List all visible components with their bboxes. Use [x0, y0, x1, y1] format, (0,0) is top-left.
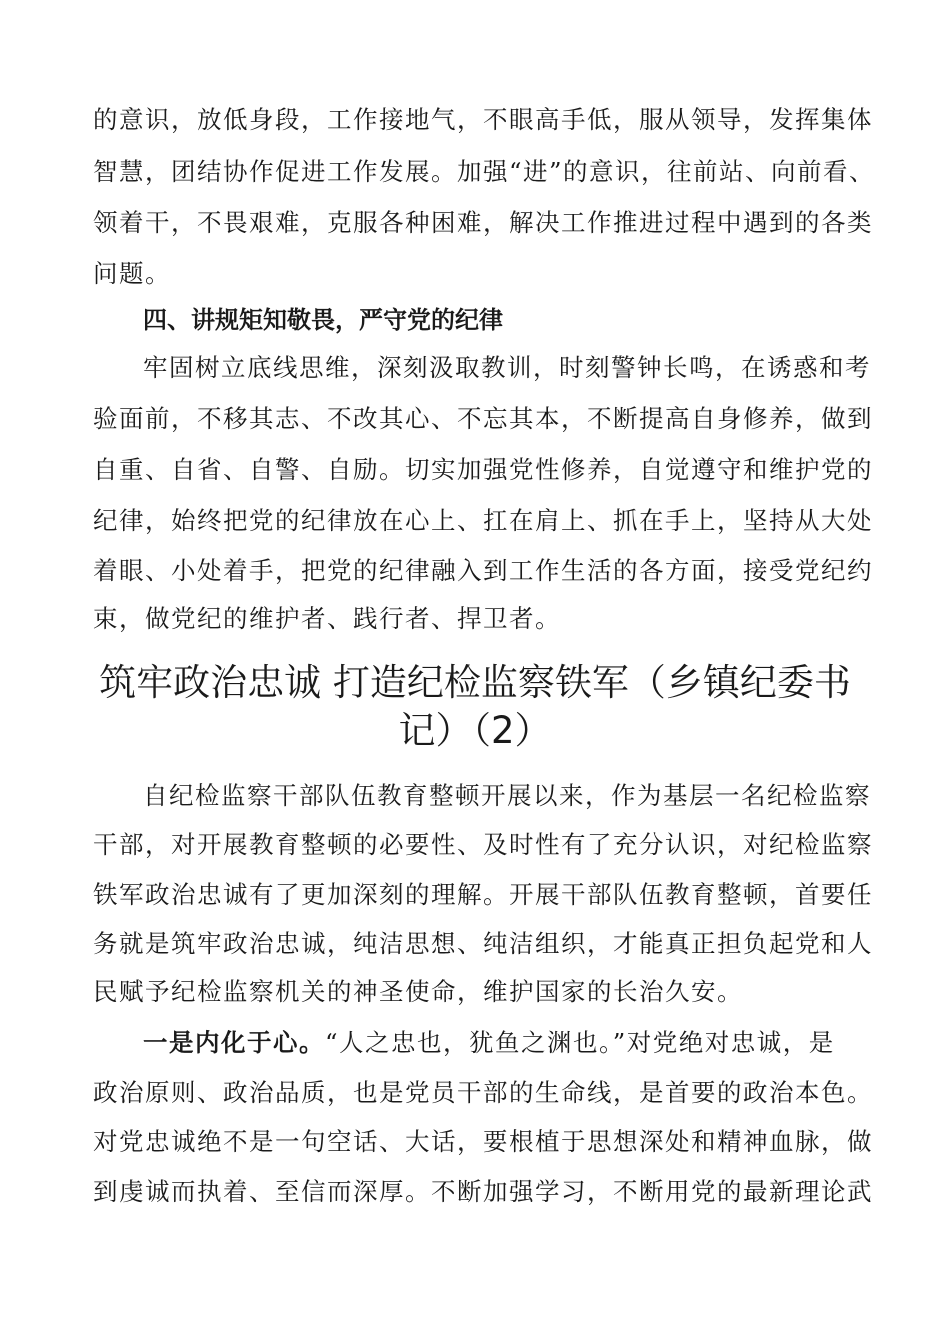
paragraph-line: 干部，对开展教育整顿的必要性、及时性有了充分认识，对纪检监察: [93, 830, 873, 859]
paragraph-line: 着眼、小处着手，把党的纪律融入到工作生活的各方面，接受党纪约: [93, 556, 873, 585]
paragraph-line: 领着干，不畏艰难，克服各种困难，解决工作推进过程中遇到的各类: [93, 208, 873, 237]
paragraph-line: 务就是筑牢政治忠诚，纯洁思想、纯洁组织，才能真正担负起党和人: [93, 929, 873, 958]
paragraph-line: 民赋予纪检监察机关的神圣使命，维护国家的长治久安。: [93, 977, 743, 1006]
point-lead: 一是内化于心。: [143, 1028, 325, 1057]
paragraph-line: 对党忠诚绝不是一句空话、大话，要根植于思想深处和精神血脉，做: [93, 1127, 873, 1156]
paragraph-line: 自纪检监察干部队伍教育整顿开展以来，作为基层一名纪检监察: [143, 781, 871, 810]
paragraph-line: 束，做党纪的维护者、践行者、捍卫者。: [93, 604, 561, 633]
paragraph-line: 铁军政治忠诚有了更加深刻的理解。开展干部队伍教育整顿，首要任: [93, 880, 873, 909]
paragraph-line: [143, 1027, 933, 1059]
paragraph-line: 问题。: [93, 259, 171, 288]
paragraph-line: 政治原则、政治品质，也是党员干部的生命线，是首要的政治本色。: [93, 1078, 873, 1107]
paragraph-line: 验面前，不移其志、不改其心、不忘其本，不断提高自身修养，做到: [93, 404, 873, 433]
paragraph-line: 智慧，团结协作促进工作发展。加强“进”的意识，往前站、向前看、: [93, 157, 876, 186]
paragraph-line: 自重、自省、自警、自励。切实加强党性修养，自觉遵守和维护党的: [93, 455, 873, 484]
paragraph-line: 纪律，始终把党的纪律放在心上、扛在肩上、抓在手上，坚持从大处: [93, 506, 873, 535]
article-title-line-1: 筑牢政治忠诚 打造纪检监察铁军（乡镇纪委书: [99, 661, 851, 704]
point-text: “人之忠也，犹鱼之渊也。”对党绝对忠诚，是: [325, 1028, 835, 1057]
section-heading: 四、讲规矩知敬畏，严守党的纪律: [143, 306, 503, 334]
paragraph-line: 到虔诚而执着、至信而深厚。不断加强学习，不断用党的最新理论武: [93, 1177, 873, 1206]
article-title-line-2: 记）（2）: [398, 709, 552, 752]
paragraph-line: 牢固树立底线思维，深刻汲取教训，时刻警钟长鸣，在诱惑和考: [143, 353, 871, 382]
paragraph-line: 的意识，放低身段，工作接地气，不眼高手低，服从领导，发挥集体: [93, 105, 873, 134]
